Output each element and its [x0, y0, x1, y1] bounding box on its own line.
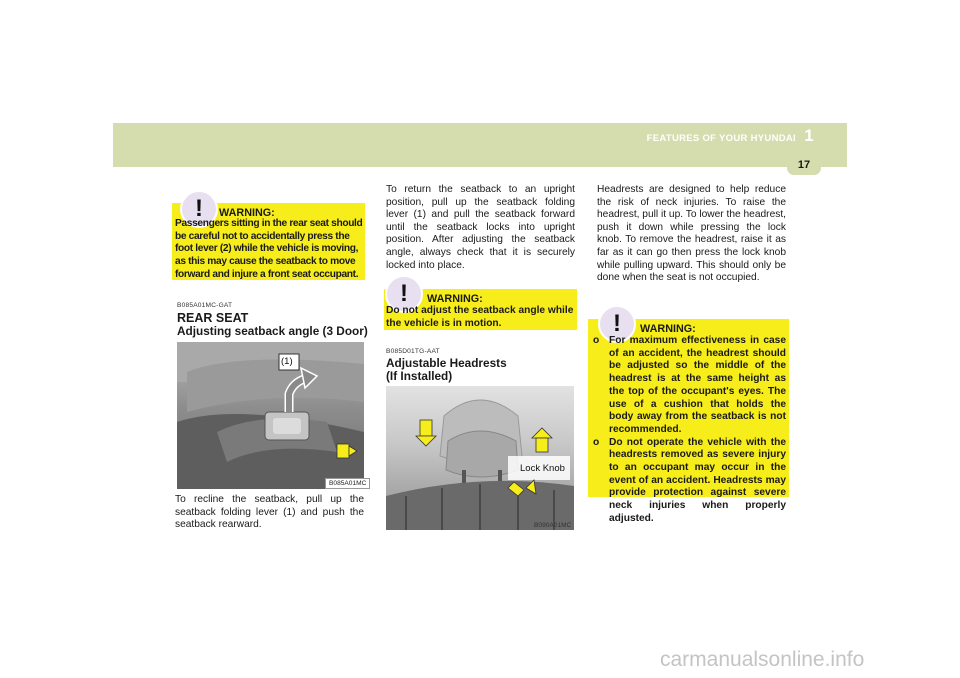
- section-title: REAR SEAT: [177, 311, 249, 325]
- footer-watermark: carmanualsonline.info: [660, 648, 865, 671]
- body-paragraph: To return the seatback to an upright position, pull up the seatback folding lever (1) and pull the seatback forward until the seatback locks into upright position. After adjusting the seatback angle, always check that it is securely locked into place.: [386, 184, 575, 271]
- warning-text: Do not adjust the seatback angle while the vehicle is in motion.: [386, 305, 574, 329]
- warning-title: WARNING:: [427, 293, 483, 305]
- exclamation-icon: !: [400, 280, 408, 307]
- section-subtitle: (If Installed): [386, 369, 453, 383]
- warning-list-item: [593, 335, 786, 437]
- warning-item-text: Do not operate the vehicle with the headrests removed as severe injury to an occupant may occur in the event of an accident. Headrests may provide protection against severe neck injuries when properly adjusted.: [609, 436, 786, 524]
- seatback-lever-photo: [177, 342, 364, 489]
- warning-title: WARNING:: [219, 207, 275, 219]
- section-subtitle: Adjusting seatback angle (3 Door): [177, 324, 368, 338]
- exclamation-icon: !: [195, 195, 203, 222]
- bullet-marker: o: [593, 436, 600, 448]
- warning-text: Passengers sitting in the rear seat should be careful not to accidentally press the foot lever (2) while the vehicle is moving, as this may cause the seatback to move forward and injure a front seat occupant.: [175, 218, 363, 280]
- bullet-marker: o: [593, 335, 600, 346]
- warning-list-item: [593, 437, 786, 526]
- section-header-title: FEATURES OF YOUR HYUNDAI: [646, 133, 796, 144]
- warning-title: WARNING:: [640, 323, 696, 335]
- chapter-number: 1: [804, 126, 814, 145]
- headrest-illustration: [386, 386, 574, 530]
- warning-list: [593, 335, 786, 526]
- section-code: B085A01MC-GAT: [177, 302, 233, 309]
- page-number: 17: [797, 159, 811, 171]
- section-code: B085D01TG-AAT: [386, 348, 440, 355]
- header-band: [113, 123, 847, 167]
- image-code: B090A01MC: [534, 522, 572, 529]
- image-callout-label: (1): [281, 356, 293, 367]
- seat-illustration: [177, 342, 364, 489]
- warning-item-text: For maximum effectiveness in case of an accident, the headrest should be adjusted so the middle of the headrest is at the same height as the top of the occupant's eyes. The use of a cushion that holds the body away from the seatback is not recommended.: [609, 335, 786, 435]
- body-paragraph: Headrests are designed to help reduce the risk of neck injuries. To raise the headrest, pull it up. To lower the headrest, push it down while pressing the lock knob. To remove the headrest, raise it as far as it can go then press the lock knob while pulling upward. This should only be done when the seat is not occupied.: [597, 184, 786, 284]
- lock-knob-label: Lock Knob: [520, 463, 565, 474]
- body-paragraph: To recline the seatback, pull up the seatback folding lever (1) and push the seatback rearward.: [175, 494, 364, 531]
- headrest-photo: [386, 386, 574, 530]
- section-title: Adjustable Headrests: [386, 356, 507, 370]
- image-code: B085A01MC: [325, 478, 370, 489]
- exclamation-icon: !: [613, 310, 621, 337]
